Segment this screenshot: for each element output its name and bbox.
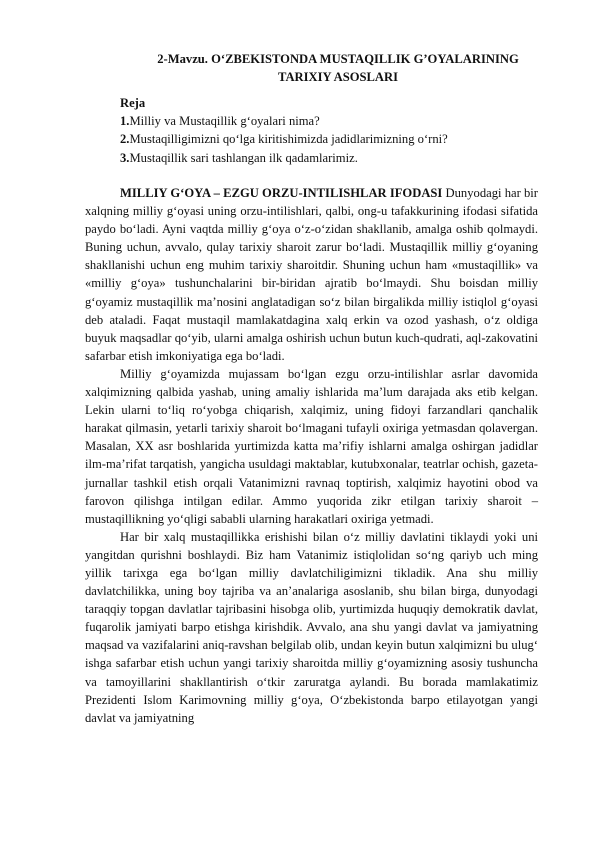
plan-heading: Reja bbox=[120, 96, 146, 110]
plan-item bbox=[120, 112, 540, 130]
plan-section bbox=[120, 94, 540, 167]
title-line-2: TARIXIY ASOSLARI bbox=[277, 70, 399, 84]
title-line-1: 2-Mavzu. O‘ZBEKISTONDA MUSTAQILLIK G’OYALARINING bbox=[157, 52, 519, 66]
plan-item-number: 2. bbox=[120, 132, 130, 147]
body-text bbox=[85, 184, 538, 727]
paragraph-text: Dunyodagi har bir xalqning milliy g‘oyasi uning orzu-intilishlari, qalbi, ong-u tafakkurining ifodasi sifatida paydo bo‘ladi. Ayni vaqtda milliy g‘oya o‘z-o‘zidan shakllanib, amalga oshib qolmaydi. Buning uchun, avvalo, qulay tarixiy sharoit zarur bo‘ladi. Mustaqillik milliy g‘oyaning shakllanishi uchun eng muhim tarixiy sharoitdir. Shuning uchun ham «mustaqillik» va «milliy g‘oya» tushunchalarini bir-biridan ajratib bo‘lmaydi. Shu boisdan milliy g‘oyamiz mustaqillik ma’nosini anglatadigan so‘z bilan birgalikda milliy istiqlol g‘oyasi deb ataladi. Faqat mustaqil mamlakatdagina xalq erkin va ozod yashash, o‘z oldiga buyuk maqsadlar qo‘yib, ularni amalga oshirish uchun butun kuch-qudrati, aql-zakovatini safarbar etish imkoniyatiga ega bo‘ladi. bbox=[85, 186, 538, 363]
section-heading: MILLIY G‘OYA – EZGU ORZU-INTILISHLAR IFODASI bbox=[120, 186, 443, 200]
plan-item-text: Mustaqillik sari tashlangan ilk qadamlarimiz. bbox=[129, 150, 358, 165]
paragraph: Har bir xalq mustaqillikka erishishi bilan o‘z milliy davlatini tiklaydi yoki uni yangitdan qurishni boshlaydi. Biz ham Vatanimiz istiqlolidan so‘ng qariyb uch ming yillik tarixga ega bo‘lgan milliy davlatchiligimizni tikladik. Ana shu milliy davlatchilikka, uning boy tajriba va an’analariga asoslanib, shu bilan birga, dunyodagi taraqqiy topgan davlatlar tajribasini hisobga olib, yurtimizda huquqiy demokratik davlat, fuqarolik jamiyati barpo etishga kirishdik. Avvalo, ana shu yangi davlat va jamiyatning maqsad va vazifalarini aniq-ravshan belgilab olib, undan keyin butun xalqimizni bu ulug‘ ishga safarbar etish uchun yangi tarixiy sharoitda milliy g‘oyamizning asosiy tushuncha va tamoyillarini shakllantirish o‘tkir zaruratga aylandi. Bu borada mamlakatimiz Prezidenti Islom Karimovning milliy g‘oya, O‘zbekistonda barpo etilayotgan yangi davlat va jamiyatning bbox=[85, 529, 538, 725]
plan-item bbox=[120, 149, 540, 167]
paragraph: Milliy g‘oyamizda mujassam bo‘lgan ezgu orzu-intilishlar asrlar davomida xalqimizning qalbida yashab, uning amaliy ishlarida ma’lum darajada aks etib kelgan. Lekin ularni to‘liq ro‘yobga chiqarish, xalqimiz, uning fidoyi farzandlari qanchalik harakat qilmasin, yetarli tarixiy sharoit bo‘lmagani tufayli oxiriga yetmasdan qolavergan. Masalan, XX asr boshlarida yurtimizda katta ma’rifiy ishlarni amalga oshirgan jadidlar ilm-ma’rifat tarqatish, yangicha usuldagi maktablar, kutubxonalar, teatrlar ochish, gazeta-jurnallar tashkil etish orqali Vatanimizni ravnaq toptirish, xalqimiz hayotini obod va farovon qilishga intilgan edilar. Ammo yuqorida zikr etilgan tarixiy sharoit – mustaqillikning yo‘qligi sababli ularning harakatlari oxiriga yetmadi. bbox=[85, 366, 538, 526]
paragraph bbox=[85, 184, 538, 365]
plan-item-number: 3. bbox=[120, 150, 130, 165]
plan-item-text: Milliy va Mustaqillik g‘oyalari nima? bbox=[129, 114, 320, 129]
page-title bbox=[118, 50, 558, 86]
plan-item-number: 1. bbox=[120, 114, 130, 129]
plan-item bbox=[120, 130, 540, 148]
plan-item-text: Mustaqilligimizni qo‘lga kiritishimizda jadidlarimizning o‘rni? bbox=[129, 132, 448, 147]
